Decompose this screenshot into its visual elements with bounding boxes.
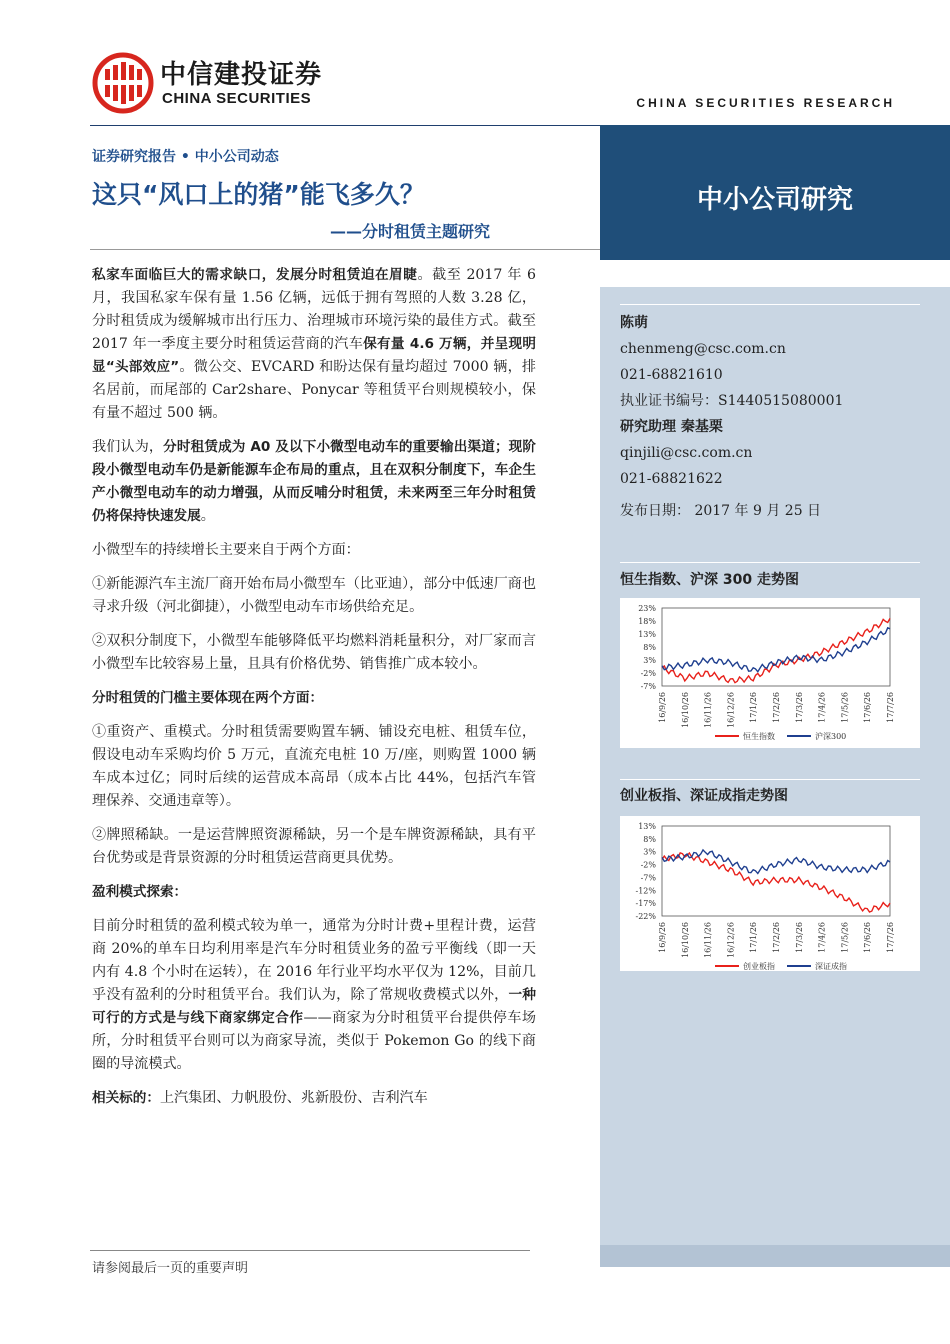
y-tick-label: -7% <box>640 682 656 691</box>
x-tick-label: 16/11/26 <box>703 692 713 728</box>
text: 目前分时租赁的盈利模式较为单一，通常为分时计费+里程计费，运营商 20%的单车日均利用率是汽车分时租赁业务的盈亏平衡线（即一天内有 4.8 个小时在运转），在 2016 年行业平均水平仅为 12%，目前几乎没有盈利的分时租赁平台。我们认为，除了常规收费模式以外， <box>92 918 536 1003</box>
y-tick-label: 23% <box>638 604 656 613</box>
header-divider <box>90 125 600 126</box>
y-tick-label: -2% <box>640 669 656 678</box>
text: 。微公交、EVCARD 和盼达保有量均超过 7000 辆，排名居前，而尾部的 Car2share、Ponycar 等租赁平台则规模较小，保有量不超过 500 辆。 <box>92 359 536 421</box>
related-label: 相关标的： <box>92 1090 160 1106</box>
x-tick-label: 17/1/26 <box>749 922 759 953</box>
analyst-phone: 021-68821610 <box>620 367 723 383</box>
x-tick-label: 17/6/26 <box>863 692 873 723</box>
sidebar-rule <box>620 304 920 305</box>
text: 我们认为， <box>92 439 164 455</box>
sidebar-bottom-bar <box>600 1245 950 1267</box>
related-stocks <box>92 1087 536 1110</box>
text: 。 <box>200 508 215 524</box>
section-heading: 盈利模式探索： <box>92 884 188 900</box>
research-label: CHINA SECURITIES RESEARCH <box>636 96 895 110</box>
assistant-phone: 021-68821622 <box>620 471 723 487</box>
legend-label: 深证成指 <box>815 962 847 971</box>
analyst-license: 执业证书编号：S1440515080001 <box>620 393 844 409</box>
y-tick-label: -2% <box>640 860 656 870</box>
x-tick-label: 17/5/26 <box>840 692 850 723</box>
paragraph-summary <box>92 264 536 425</box>
section-heading: 分时租赁的门槛主要体现在两个方面： <box>92 690 324 706</box>
series-line-2 <box>662 850 890 874</box>
series-line-1 <box>662 618 890 682</box>
x-tick-label: 17/1/26 <box>749 692 759 723</box>
chart-1-svg <box>620 598 920 748</box>
logo-cn-text: 中信建投证券 <box>160 60 323 90</box>
x-tick-label: 17/7/26 <box>886 692 895 723</box>
paragraph: ②牌照稀缺。一是运营牌照资源稀缺，另一个是车牌资源稀缺，具有平台优势或是背景资源的分时租赁运营商更具优势。 <box>92 827 536 866</box>
text: ——商家为分时租赁平台提供停车场所，分时租赁平台则可以为商家导流，类似于 Pokemon Go 的线下商圈的导流模式。 <box>92 1010 537 1072</box>
y-tick-label: -17% <box>635 899 656 909</box>
related-text: 上汽集团、力帆股份、兆新股份、吉利汽车 <box>159 1090 428 1106</box>
paragraph: 小微型车的持续增长主要来自于两个方面： <box>92 542 360 558</box>
paragraph: ②双积分制度下，小微型车能够降低平均燃料消耗量积分，对厂家而言小微型车比较容易上量，且具有价格优势、销售推广成本较小。 <box>92 633 536 672</box>
series-line-2 <box>662 628 890 672</box>
y-tick-label: 3% <box>643 656 656 665</box>
x-tick-label: 17/3/26 <box>794 692 804 723</box>
y-tick-label: 13% <box>638 630 656 639</box>
x-tick-label: 16/9/26 <box>658 922 667 953</box>
logo-mark-icon <box>92 52 154 114</box>
y-tick-label: -7% <box>640 873 656 883</box>
sidebar-rule <box>620 779 920 780</box>
x-tick-label: 16/11/26 <box>703 922 713 958</box>
assistant-email: qinjili@csc.com.cn <box>620 445 753 461</box>
legend-label: 恒生指数 <box>743 732 775 741</box>
y-tick-label: 3% <box>643 847 656 857</box>
y-tick-label: 13% <box>638 822 656 831</box>
chart-2 <box>620 816 920 971</box>
x-tick-label: 17/5/26 <box>840 922 850 953</box>
x-tick-label: 17/4/26 <box>817 922 827 953</box>
y-tick-label: 8% <box>643 643 656 652</box>
assistant-name: 研究助理 秦基栗 <box>620 419 723 435</box>
analyst-email: chenmeng@csc.com.cn <box>620 341 786 357</box>
y-tick-label: 8% <box>643 834 656 844</box>
legend-label: 沪深300 <box>815 732 847 741</box>
emphasis: 分时租赁成为 A0 及以下小微型电动车的重要输出渠道；现阶段小微型电动车仍是新能源车企布局的重点，且在双积分制度下，车企生产小微型电动车的动力增强，从而反哺分时租赁，未来两至三年分时租赁仍将保持快速发展 <box>92 439 536 524</box>
paragraph-profit <box>92 915 536 1076</box>
analyst-info <box>620 310 920 524</box>
paragraph: ①重资产、重模式。分时租赁需要购置车辆、铺设充电桩、租赁车位，假设电动车采购均价 5 万元，直流充电桩 10 万/座，则购置 1000 辆车成本过亿；同时后续的运营成本高昂（成本占比 44%，包括汽车管理保养、交通违章等）。 <box>92 724 536 809</box>
sidebar-title: 中小公司研究 <box>696 185 853 215</box>
page-title: 这只“风口上的猪”能飞多久？ <box>92 180 425 209</box>
paragraph: ①新能源汽车主流厂商开始布局小微型车（比亚迪），部分中低速厂商也寻求升级（河北御捷），小微型电动车市场供给充足。 <box>92 576 536 615</box>
x-tick-label: 16/12/26 <box>726 922 736 958</box>
footer-divider <box>90 1250 530 1251</box>
sidebar-title-box <box>600 125 950 260</box>
y-tick-label: 18% <box>638 617 656 626</box>
page-subtitle: ——分时租赁主题研究 <box>330 222 491 241</box>
y-tick-label: -22% <box>635 912 656 921</box>
x-tick-label: 17/4/26 <box>817 692 827 723</box>
main-body <box>92 264 536 1121</box>
chart-1 <box>620 598 920 748</box>
x-tick-label: 16/10/26 <box>680 922 690 958</box>
plot-frame <box>662 826 890 916</box>
emphasis: 私家车面临巨大的需求缺口，发展分时租赁迫在眉睫 <box>92 267 418 283</box>
x-tick-label: 17/2/26 <box>772 922 781 953</box>
x-tick-label: 16/10/26 <box>680 692 690 728</box>
publish-date: 发布日期： 2017 年 9 月 25 日 <box>620 503 822 519</box>
x-tick-label: 17/2/26 <box>772 692 781 723</box>
logo-en-text: CHINA SECURITIES <box>162 90 312 107</box>
series-line-1 <box>662 853 890 912</box>
title-divider <box>90 249 600 250</box>
breadcrumb: 证券研究报告 • 中小公司动态 <box>92 149 279 165</box>
x-tick-label: 17/7/26 <box>886 922 895 953</box>
chart-2-svg <box>620 816 920 971</box>
emphasis: 保有量 4.6 万辆，并呈现明显“头部效应” <box>92 336 536 375</box>
x-tick-label: 16/9/26 <box>658 692 667 723</box>
x-tick-label: 17/3/26 <box>794 922 804 953</box>
brand-logo <box>92 50 332 120</box>
y-tick-label: -12% <box>635 886 656 896</box>
footer-note: 请参阅最后一页的重要声明 <box>92 1261 249 1276</box>
chart-title: 创业板指、深证成指走势图 <box>620 788 788 804</box>
paragraph-view <box>92 436 536 528</box>
sidebar-rule <box>620 562 920 563</box>
x-tick-label: 17/6/26 <box>863 922 873 953</box>
text: 。截至 2017 年 6 月，我国私家车保有量 1.56 亿辆，远低于拥有驾照的人数 3.28 亿，分时租赁成为缓解城市出行压力、治理城市环境污染的最佳方式。截至 2017 年一季度主要分时租赁运营商的汽车 <box>92 267 536 352</box>
x-tick-label: 16/12/26 <box>726 692 736 728</box>
emphasis: 一种可行的方式是与线下商家绑定合作 <box>92 987 537 1026</box>
analyst-name: 陈萌 <box>620 315 648 331</box>
legend-label: 创业板指 <box>743 962 775 971</box>
chart-title: 恒生指数、沪深 300 走势图 <box>620 572 799 588</box>
